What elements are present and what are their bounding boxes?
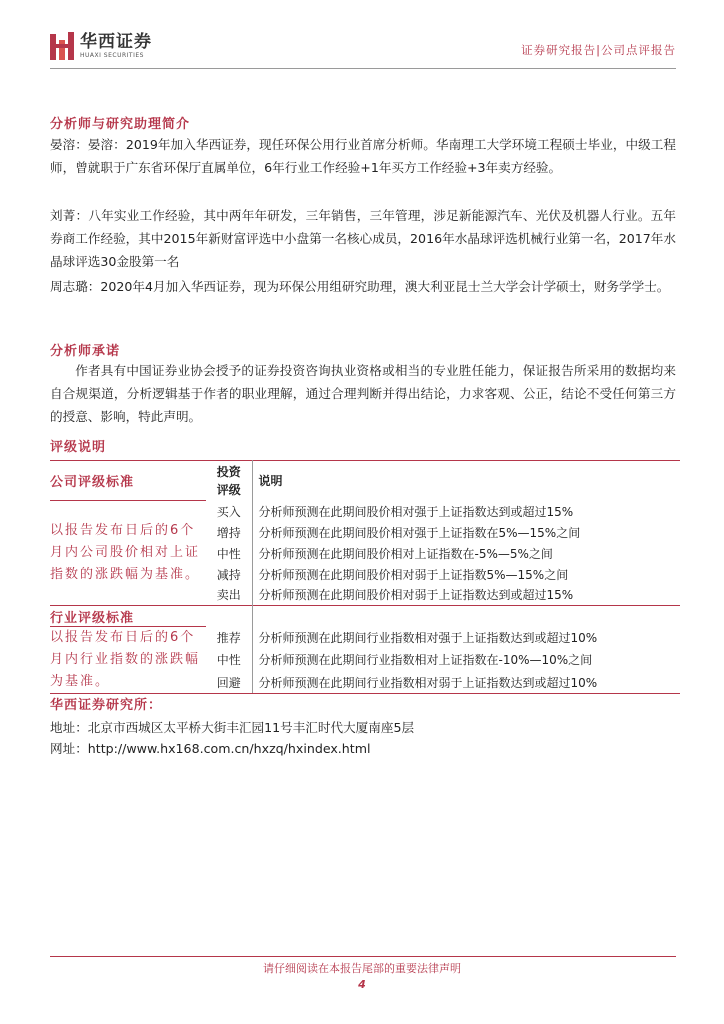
institute-website[interactable]: 网址：http://www.hx168.com.cn/hxzq/hxindex.html: [50, 741, 371, 756]
analyst-intro-paragraph-2: 刘菁：八年实业工作经验，其中两年年研发，三年销售，三年管理，涉足新能源汽车、光伏及机器人行业。五年券商工作经验，其中2015年新财富评选中小盘第一名核心成员，2016年水晶球评选机械行业第一名，2017年水晶球评选30金股第一名: [50, 208, 676, 269]
rating-title: 评级说明: [50, 440, 107, 455]
analyst-intro-title: 分析师与研究助理简介: [50, 117, 191, 132]
grade-cell: 买入: [206, 501, 252, 522]
company-rating-basis: 以报告发布日后的6个月内公司股价相对上证指数的涨跌幅为基准。: [50, 523, 201, 582]
brand-name-en: HUAXI SECURITIES: [80, 52, 144, 59]
company-rating-label: 公司评级标准: [50, 461, 206, 501]
desc-cell: 分析师预测在此期间行业指数相对弱于上证指数达到或超过10%: [252, 671, 680, 693]
brand-logo: [50, 32, 152, 60]
footer-legal-note: 请仔细阅读在本报告尾部的重要法律声明: [263, 962, 461, 975]
desc-cell: 分析师预测在此期间股价相对弱于上证指数5%—15%之间: [258, 567, 569, 582]
desc-cell: 分析师预测在此期间股价相对上证指数在-5%—5%之间: [258, 546, 553, 561]
industry-rating-label: 行业评级标准: [50, 606, 206, 627]
desc-cell: 分析师预测在此期间股价相对强于上证指数达到或超过15%: [258, 504, 574, 519]
page-header: [50, 28, 676, 68]
industry-rating-basis: 以报告发布日后的6个月内行业指数的涨跌幅为基准。: [50, 627, 206, 694]
grade-cell: 卖出: [206, 585, 252, 606]
grade-cell: 中性: [206, 543, 252, 564]
grade-cell: 增持: [206, 522, 252, 543]
brand-name-cn: 华西证券: [80, 32, 152, 52]
report-type: 证券研究报告|公司点评报告: [521, 43, 676, 57]
desc-cell: 分析师预测在此期间股价相对强于上证指数在5%—15%之间: [258, 525, 581, 540]
institute-address: 地址：北京市西城区太平桥大街丰汇园11号丰汇时代大厦南座5层: [50, 720, 415, 735]
institute-title: 华西证券研究所：: [50, 698, 163, 713]
analyst-intro-paragraph-3: 周志璐：2020年4月加入华西证券，现为环保公用组研究助理，澳大利亚昆士兰大学会计学硕士，财务学学士。: [50, 279, 670, 294]
header-divider: [50, 68, 676, 69]
grade-cell: 中性: [206, 649, 252, 671]
commitment-title: 分析师承诺: [50, 344, 121, 359]
commitment-text: 作者具有中国证券业协会授予的证券投资咨询执业资格或相当的专业胜任能力，保证报告所采用的数据均来自合规渠道，分析逻辑基于作者的职业理解，通过合理判断并得出结论，力求客观、公正，结论不受任何第三方的授意、影响，特此声明。: [50, 363, 676, 424]
grade-header: 投资评级: [206, 461, 252, 501]
analyst-intro-paragraph-1: 晏溶：晏溶：2019年加入华西证券，现任环保公用行业首席分析师。华南理工大学环境工程硕士毕业，中级工程师，曾就职于广东省环保厅直属单位，6年行业工作经验+1年买方工作经验+3年卖方经验。: [50, 137, 676, 175]
rating-table: [50, 460, 680, 694]
huaxi-logo-icon: [50, 32, 74, 60]
grade-cell: 回避: [206, 671, 252, 693]
grade-cell: 推荐: [206, 627, 252, 649]
page-number: 4: [358, 978, 366, 991]
desc-cell: 分析师预测在此期间股价相对弱于上证指数达到或超过15%: [258, 588, 574, 603]
desc-cell: 分析师预测在此期间行业指数相对强于上证指数达到或超过10%: [258, 631, 598, 646]
footer-divider: [50, 956, 676, 957]
desc-header: 说明: [252, 461, 680, 501]
desc-cell: 分析师预测在此期间行业指数相对上证指数在-10%—10%之间: [258, 653, 593, 668]
grade-cell: 减持: [206, 564, 252, 585]
